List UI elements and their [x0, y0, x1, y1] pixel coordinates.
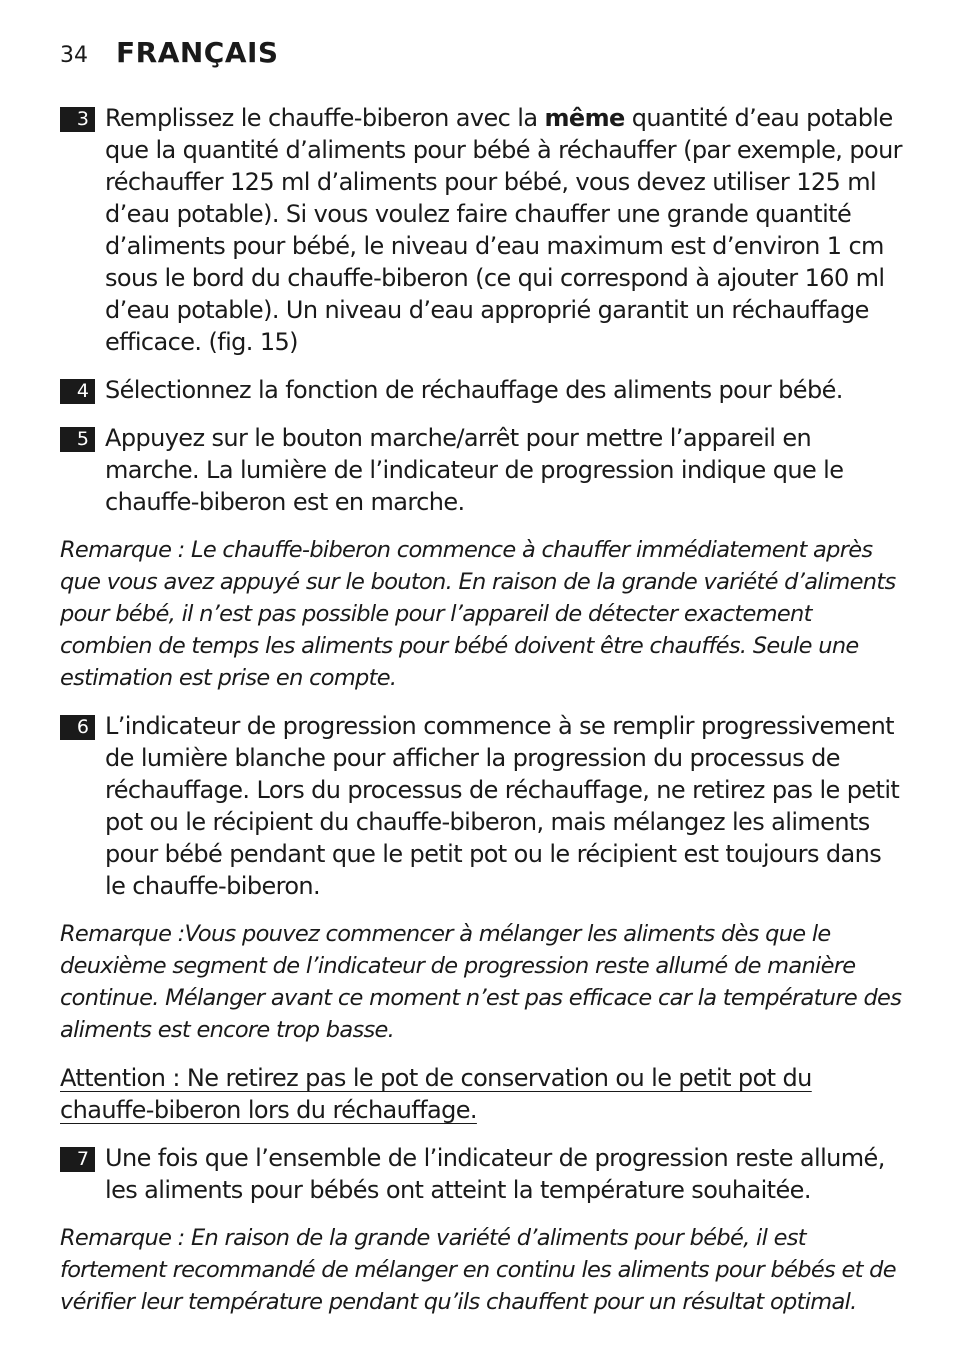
step-3 — [60, 102, 906, 358]
note-1: Remarque : Le chauffe-biberon commence à chauffer immédiatement après que vous avez appuyé sur le bouton. En raison de la grande variété d’aliments pour bébé, il n’est pas possible pour l’appareil de détecter exactement combien de temps les aliments pour bébé doivent être chauffés. Seule une estimation est prise en compte. — [60, 537, 896, 691]
step-text-part: Remplissez le chauffe-biberon avec la — [105, 104, 545, 132]
page-header — [60, 36, 279, 72]
step-number-badge: 5 — [60, 427, 95, 452]
step-4 — [60, 374, 906, 406]
step-number-badge: 3 — [60, 107, 95, 132]
note-3: Remarque : En raison de la grande variété d’aliments pour bébé, il est fortement recommandé de mélanger en continu les aliments pour bébés et de vérifier leur température pendant qu’ils chauffent pour un résultat optimal. — [60, 1225, 896, 1315]
step-text: Sélectionnez la fonction de réchauffage des aliments pour bébé. — [105, 376, 843, 404]
step-text: L’indicateur de progression commence à se remplir progressivement de lumière blanche pour afficher la progression du processus de réchauffage. Lors du processus de réchauffage, ne retirez pas le petit pot ou le récipient du chauffe-biberon, mais mélangez les aliments pour bébé pendant que le petit pot ou le récipient est toujours dans le chauffe-biberon. — [105, 712, 900, 900]
step-number-badge: 7 — [60, 1147, 95, 1172]
step-text: Une fois que l’ensemble de l’indicateur de progression reste allumé, les aliments pour bébés ont atteint la température souhaitée. — [105, 1144, 885, 1204]
step-7 — [60, 1142, 906, 1206]
attention-text: Attention : Ne retirez pas le pot de conservation ou le petit pot du chauffe-biberon lors du réchauffage. — [60, 1064, 812, 1124]
step-text: Appuyez sur le bouton marche/arrêt pour mettre l’appareil en marche. La lumière de l’indicateur de progression indique que le chauffe-biberon est en marche. — [105, 424, 844, 516]
step-text-part: quantité d’eau potable que la quantité d’aliments pour bébé à réchauffer (par exemple, pour réchauffer 125 ml d’aliments pour bébé, vous devez utiliser 125 ml d’eau potable). Si vous voulez faire chauffer une grande quantité d’aliments pour bébé, le niveau d’eau maximum est d’environ 1 cm sous le bord du chauffe-biberon (ce qui correspond à ajouter 160 ml d’eau potable). Un niveau d’eau approprié garantit un réchauffage efficace. (fig. 15) — [105, 104, 902, 356]
note-2: Remarque :Vous pouvez commencer à mélanger les aliments dès que le deuxième segment de l’indicateur de progression reste allumé de manière continue. Mélanger avant ce moment n’est pas efficace car la température des aliments est encore trop basse. — [60, 921, 902, 1043]
step-text — [105, 104, 902, 356]
step-number-badge: 6 — [60, 715, 95, 740]
page-content — [60, 102, 906, 1334]
step-5 — [60, 422, 906, 518]
step-6 — [60, 710, 906, 902]
attention-warning — [60, 1062, 852, 1126]
step-number-badge: 4 — [60, 379, 95, 404]
step-text-emphasis: même — [544, 104, 625, 132]
section-title: FRANÇAIS — [116, 36, 279, 69]
page-number: 34 — [60, 43, 88, 68]
